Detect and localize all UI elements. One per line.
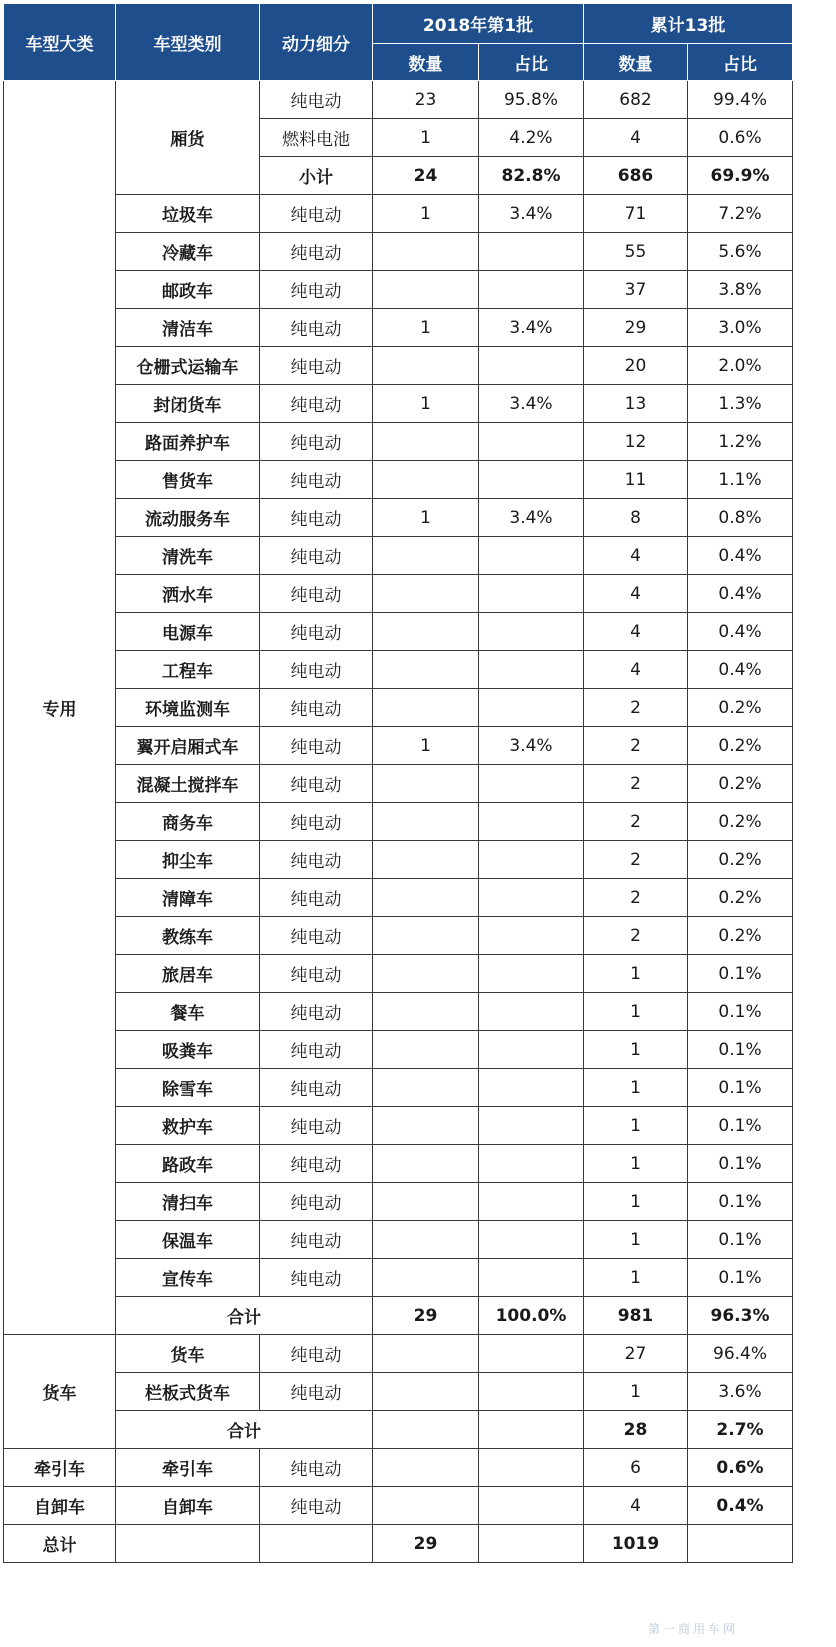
cumulative-count-cell: 2: [584, 841, 688, 879]
table-row: [4, 423, 793, 461]
header-batch-count: 数量: [373, 44, 479, 81]
batch-count-cell: 1: [373, 727, 479, 765]
header-category: 车型大类: [4, 4, 116, 81]
batch-count-cell: 1: [373, 499, 479, 537]
cumulative-count-cell: 8: [584, 499, 688, 537]
power-cell: 纯电动: [260, 1335, 373, 1373]
cumulative-share-cell: 3.8%: [688, 271, 793, 309]
total-label: 合计: [116, 1411, 373, 1449]
batch-count-cell: [373, 993, 479, 1031]
batch-count-cell: [373, 1221, 479, 1259]
cumulative-share-cell: 0.4%: [688, 1487, 793, 1525]
table-row: [4, 1031, 793, 1069]
type-cell: 旅居车: [116, 955, 260, 993]
batch-share-cell: [479, 1373, 584, 1411]
type-cell: 栏板式货车: [116, 1373, 260, 1411]
type-cell: 牵引车: [116, 1449, 260, 1487]
type-cell: 除雪车: [116, 1069, 260, 1107]
table-row: [4, 347, 793, 385]
batch-count-cell: [373, 765, 479, 803]
power-cell: 纯电动: [260, 689, 373, 727]
batch-count-cell: [373, 879, 479, 917]
batch-count-cell: [373, 1487, 479, 1525]
batch-share-cell: [479, 271, 584, 309]
table-row: [4, 955, 793, 993]
batch-share-cell: [479, 1259, 584, 1297]
cumulative-share-cell: 0.6%: [688, 119, 793, 157]
cumulative-count-cell: 1: [584, 1373, 688, 1411]
batch-share-cell: [479, 1031, 584, 1069]
power-cell: 纯电动: [260, 423, 373, 461]
cumulative-count-cell: 2: [584, 879, 688, 917]
category-cell: 专用: [4, 81, 116, 1335]
power-cell: 纯电动: [260, 803, 373, 841]
cumulative-share-cell: 0.2%: [688, 689, 793, 727]
power-cell: 纯电动: [260, 575, 373, 613]
power-cell: 纯电动: [260, 613, 373, 651]
type-cell: 清扫车: [116, 1183, 260, 1221]
type-cell: 混凝土搅拌车: [116, 765, 260, 803]
power-cell: 纯电动: [260, 81, 373, 119]
batch-share-cell: [479, 993, 584, 1031]
cumulative-count-cell: 1: [584, 993, 688, 1031]
batch-share-cell: [479, 575, 584, 613]
cumulative-share-cell: 0.1%: [688, 993, 793, 1031]
empty-cell: [688, 1525, 793, 1563]
cumulative-count-cell: 1: [584, 1107, 688, 1145]
batch-count-cell: [373, 1145, 479, 1183]
grand-total-label: 总计: [4, 1525, 116, 1563]
batch-count-cell: [373, 347, 479, 385]
batch-count-cell: [373, 1259, 479, 1297]
batch-count-cell: [373, 1411, 479, 1449]
type-cell: 流动服务车: [116, 499, 260, 537]
cumulative-count-cell: 1: [584, 1259, 688, 1297]
batch-share-cell: 3.4%: [479, 499, 584, 537]
power-cell: 纯电动: [260, 955, 373, 993]
batch-share-cell: [479, 879, 584, 917]
power-cell: 纯电动: [260, 271, 373, 309]
table-row: [4, 841, 793, 879]
header-cumulative-count: 数量: [584, 44, 688, 81]
cumulative-share-cell: 1.3%: [688, 385, 793, 423]
power-cell: 纯电动: [260, 1183, 373, 1221]
type-cell: 垃圾车: [116, 195, 260, 233]
cumulative-share-cell: 96.3%: [688, 1297, 793, 1335]
table-row: [4, 1373, 793, 1411]
type-cell: 吸粪车: [116, 1031, 260, 1069]
type-cell: 货车: [116, 1335, 260, 1373]
cumulative-count-cell: 28: [584, 1411, 688, 1449]
cumulative-share-cell: 0.1%: [688, 1107, 793, 1145]
category-cell: 牵引车: [4, 1449, 116, 1487]
power-cell: 纯电动: [260, 195, 373, 233]
power-cell: 纯电动: [260, 917, 373, 955]
table-row: [4, 1487, 793, 1525]
power-cell: 纯电动: [260, 879, 373, 917]
batch-share-cell: [479, 1069, 584, 1107]
cumulative-count-cell: 4: [584, 575, 688, 613]
cumulative-share-cell: 0.8%: [688, 499, 793, 537]
batch-share-cell: [479, 1449, 584, 1487]
cumulative-share-cell: 0.1%: [688, 1145, 793, 1183]
batch-count-cell: 1: [373, 195, 479, 233]
batch-count-cell: [373, 651, 479, 689]
table-row: [4, 385, 793, 423]
power-cell: 纯电动: [260, 1031, 373, 1069]
cumulative-share-cell: 0.1%: [688, 1221, 793, 1259]
batch-share-cell: [479, 765, 584, 803]
cumulative-share-cell: 1.1%: [688, 461, 793, 499]
cumulative-share-cell: 0.4%: [688, 613, 793, 651]
table-row: [4, 917, 793, 955]
power-cell: 纯电动: [260, 1145, 373, 1183]
table-row: [4, 195, 793, 233]
watermark-logo: 第一商用车网: [648, 1622, 739, 1636]
cumulative-count-cell: 55: [584, 233, 688, 271]
power-cell: 纯电动: [260, 1449, 373, 1487]
table-row: [4, 1335, 793, 1373]
cumulative-share-cell: 0.2%: [688, 879, 793, 917]
batch-count-cell: [373, 537, 479, 575]
batch-count-cell: 23: [373, 81, 479, 119]
power-cell: 纯电动: [260, 233, 373, 271]
batch-count-cell: 1: [373, 309, 479, 347]
cumulative-count-cell: 1: [584, 1221, 688, 1259]
cumulative-count-cell: 686: [584, 157, 688, 195]
cumulative-count-cell: 71: [584, 195, 688, 233]
cumulative-count-cell: 12: [584, 423, 688, 461]
cumulative-count-cell: 37: [584, 271, 688, 309]
batch-share-cell: [479, 1487, 584, 1525]
cumulative-share-cell: 69.9%: [688, 157, 793, 195]
cumulative-count-cell: 2: [584, 803, 688, 841]
batch-count-cell: 1: [373, 385, 479, 423]
batch-share-cell: [479, 347, 584, 385]
batch-share-cell: 95.8%: [479, 81, 584, 119]
batch-share-cell: [479, 651, 584, 689]
batch-count-cell: [373, 841, 479, 879]
batch-count-cell: 24: [373, 157, 479, 195]
batch-share-cell: [479, 613, 584, 651]
cumulative-count-cell: 1: [584, 1183, 688, 1221]
table-row: [4, 1449, 793, 1487]
power-cell: 纯电动: [260, 309, 373, 347]
power-cell: 纯电动: [260, 765, 373, 803]
table-row: [4, 271, 793, 309]
cumulative-count-cell: 4: [584, 537, 688, 575]
cumulative-count-cell: 13: [584, 385, 688, 423]
cumulative-count-cell: 4: [584, 1487, 688, 1525]
table-row: [4, 651, 793, 689]
cumulative-count-cell: 2: [584, 689, 688, 727]
batch-count-cell: 29: [373, 1297, 479, 1335]
table-row: [4, 1221, 793, 1259]
batch-count-cell: [373, 575, 479, 613]
type-cell: 电源车: [116, 613, 260, 651]
cumulative-count-cell: 682: [584, 81, 688, 119]
vehicle-catalog-table: [3, 3, 793, 1563]
table-body: [4, 81, 793, 1563]
batch-share-cell: 100.0%: [479, 1297, 584, 1335]
cumulative-share-cell: 0.4%: [688, 537, 793, 575]
table-row: [4, 1069, 793, 1107]
type-cell: 救护车: [116, 1107, 260, 1145]
batch-count-cell: [373, 1373, 479, 1411]
cumulative-share-cell: 99.4%: [688, 81, 793, 119]
table-row: [4, 1183, 793, 1221]
type-cell: 宣传车: [116, 1259, 260, 1297]
type-cell: 保温车: [116, 1221, 260, 1259]
grand-total-cumulative-count: 1019: [584, 1525, 688, 1563]
type-cell: 工程车: [116, 651, 260, 689]
cumulative-share-cell: 0.4%: [688, 575, 793, 613]
power-cell: 纯电动: [260, 841, 373, 879]
type-cell: 邮政车: [116, 271, 260, 309]
table-row: [4, 81, 793, 119]
table-row: [4, 1145, 793, 1183]
type-cell: 厢货: [116, 81, 260, 195]
empty-cell: [116, 1525, 260, 1563]
batch-share-cell: [479, 917, 584, 955]
cumulative-share-cell: 0.2%: [688, 727, 793, 765]
cumulative-share-cell: 0.2%: [688, 841, 793, 879]
power-cell: 纯电动: [260, 727, 373, 765]
cumulative-share-cell: 0.1%: [688, 1031, 793, 1069]
batch-share-cell: [479, 689, 584, 727]
cumulative-count-cell: 4: [584, 651, 688, 689]
cumulative-share-cell: 7.2%: [688, 195, 793, 233]
type-cell: 教练车: [116, 917, 260, 955]
batch-share-cell: [479, 537, 584, 575]
cumulative-share-cell: 0.6%: [688, 1449, 793, 1487]
cumulative-count-cell: 20: [584, 347, 688, 385]
batch-share-cell: [479, 1411, 584, 1449]
batch-share-cell: 82.8%: [479, 157, 584, 195]
batch-count-cell: [373, 955, 479, 993]
type-cell: 冷藏车: [116, 233, 260, 271]
table-row: [4, 993, 793, 1031]
batch-count-cell: [373, 1031, 479, 1069]
empty-cell: [260, 1525, 373, 1563]
header-type: 车型类别: [116, 4, 260, 81]
grand-total-batch-count: 29: [373, 1525, 479, 1563]
power-cell: 纯电动: [260, 1221, 373, 1259]
batch-share-cell: [479, 1221, 584, 1259]
table-row: [4, 499, 793, 537]
type-cell: 仓栅式运输车: [116, 347, 260, 385]
batch-count-cell: [373, 803, 479, 841]
cumulative-count-cell: 1: [584, 1145, 688, 1183]
subtotal-label: 小计: [260, 157, 373, 195]
batch-count-cell: 1: [373, 119, 479, 157]
cumulative-share-cell: 5.6%: [688, 233, 793, 271]
power-cell: 纯电动: [260, 1107, 373, 1145]
header-batch-share: 占比: [479, 44, 584, 81]
cumulative-count-cell: 4: [584, 119, 688, 157]
batch-count-cell: [373, 1335, 479, 1373]
power-cell: 纯电动: [260, 993, 373, 1031]
header-cumulative: 累计13批: [584, 4, 793, 44]
batch-share-cell: 3.4%: [479, 195, 584, 233]
batch-count-cell: [373, 917, 479, 955]
table-row: [4, 537, 793, 575]
cumulative-count-cell: 4: [584, 613, 688, 651]
cumulative-share-cell: 0.1%: [688, 1259, 793, 1297]
power-cell: 纯电动: [260, 1069, 373, 1107]
cumulative-share-cell: 0.2%: [688, 803, 793, 841]
cumulative-count-cell: 2: [584, 727, 688, 765]
cumulative-count-cell: 981: [584, 1297, 688, 1335]
cumulative-count-cell: 6: [584, 1449, 688, 1487]
cumulative-share-cell: 0.2%: [688, 917, 793, 955]
cumulative-count-cell: 1: [584, 1069, 688, 1107]
type-cell: 清洁车: [116, 309, 260, 347]
empty-cell: [479, 1525, 584, 1563]
type-cell: 洒水车: [116, 575, 260, 613]
batch-share-cell: [479, 1107, 584, 1145]
cumulative-share-cell: 3.6%: [688, 1373, 793, 1411]
power-cell: 纯电动: [260, 385, 373, 423]
batch-count-cell: [373, 1107, 479, 1145]
batch-count-cell: [373, 423, 479, 461]
type-cell: 自卸车: [116, 1487, 260, 1525]
table-row: [4, 803, 793, 841]
table-row: [4, 765, 793, 803]
type-cell: 商务车: [116, 803, 260, 841]
table-row: [4, 1107, 793, 1145]
batch-share-cell: 3.4%: [479, 309, 584, 347]
table-row: [4, 1411, 793, 1449]
cumulative-count-cell: 11: [584, 461, 688, 499]
batch-share-cell: [479, 1145, 584, 1183]
header-power: 动力细分: [260, 4, 373, 81]
cumulative-count-cell: 1: [584, 955, 688, 993]
power-cell: 纯电动: [260, 537, 373, 575]
cumulative-count-cell: 29: [584, 309, 688, 347]
batch-share-cell: 3.4%: [479, 727, 584, 765]
table-row: [4, 613, 793, 651]
type-cell: 环境监测车: [116, 689, 260, 727]
cumulative-count-cell: 27: [584, 1335, 688, 1373]
cumulative-share-cell: 96.4%: [688, 1335, 793, 1373]
power-cell: 纯电动: [260, 461, 373, 499]
batch-count-cell: [373, 233, 479, 271]
table-row: [4, 1259, 793, 1297]
cumulative-share-cell: 1.2%: [688, 423, 793, 461]
header-batch: 2018年第1批: [373, 4, 584, 44]
batch-count-cell: [373, 271, 479, 309]
power-cell: 纯电动: [260, 1373, 373, 1411]
batch-share-cell: [479, 461, 584, 499]
table-row: [4, 575, 793, 613]
cumulative-share-cell: 0.1%: [688, 1069, 793, 1107]
type-cell: 清洗车: [116, 537, 260, 575]
power-cell: 纯电动: [260, 347, 373, 385]
batch-share-cell: 4.2%: [479, 119, 584, 157]
cumulative-share-cell: 2.0%: [688, 347, 793, 385]
batch-count-cell: [373, 1183, 479, 1221]
power-cell: 纯电动: [260, 1259, 373, 1297]
power-cell: 纯电动: [260, 499, 373, 537]
power-cell: 燃料电池: [260, 119, 373, 157]
table-row: [4, 1525, 793, 1563]
cumulative-share-cell: 0.2%: [688, 765, 793, 803]
power-cell: 纯电动: [260, 1487, 373, 1525]
batch-share-cell: [479, 841, 584, 879]
type-cell: 售货车: [116, 461, 260, 499]
category-cell: 货车: [4, 1335, 116, 1449]
table-row: [4, 233, 793, 271]
type-cell: 抑尘车: [116, 841, 260, 879]
batch-share-cell: [479, 803, 584, 841]
batch-count-cell: [373, 1449, 479, 1487]
cumulative-share-cell: 0.4%: [688, 651, 793, 689]
table-row: [4, 727, 793, 765]
batch-share-cell: 3.4%: [479, 385, 584, 423]
cumulative-share-cell: 0.1%: [688, 1183, 793, 1221]
batch-count-cell: [373, 613, 479, 651]
power-cell: 纯电动: [260, 651, 373, 689]
type-cell: 清障车: [116, 879, 260, 917]
type-cell: 封闭货车: [116, 385, 260, 423]
table-row: [4, 879, 793, 917]
table-row: [4, 309, 793, 347]
batch-share-cell: [479, 423, 584, 461]
table-row: [4, 461, 793, 499]
header-cumulative-share: 占比: [688, 44, 793, 81]
cumulative-count-cell: 2: [584, 917, 688, 955]
cumulative-count-cell: 2: [584, 765, 688, 803]
table-row: [4, 1297, 793, 1335]
batch-share-cell: [479, 233, 584, 271]
cumulative-share-cell: 0.1%: [688, 955, 793, 993]
batch-count-cell: [373, 689, 479, 727]
type-cell: 翼开启厢式车: [116, 727, 260, 765]
batch-count-cell: [373, 461, 479, 499]
type-cell: 路面养护车: [116, 423, 260, 461]
type-cell: 路政车: [116, 1145, 260, 1183]
type-cell: 餐车: [116, 993, 260, 1031]
batch-count-cell: [373, 1069, 479, 1107]
batch-share-cell: [479, 955, 584, 993]
category-cell: 自卸车: [4, 1487, 116, 1525]
batch-share-cell: [479, 1335, 584, 1373]
cumulative-share-cell: 2.7%: [688, 1411, 793, 1449]
cumulative-share-cell: 3.0%: [688, 309, 793, 347]
cumulative-count-cell: 1: [584, 1031, 688, 1069]
batch-share-cell: [479, 1183, 584, 1221]
table-row: [4, 689, 793, 727]
total-label: 合计: [116, 1297, 373, 1335]
